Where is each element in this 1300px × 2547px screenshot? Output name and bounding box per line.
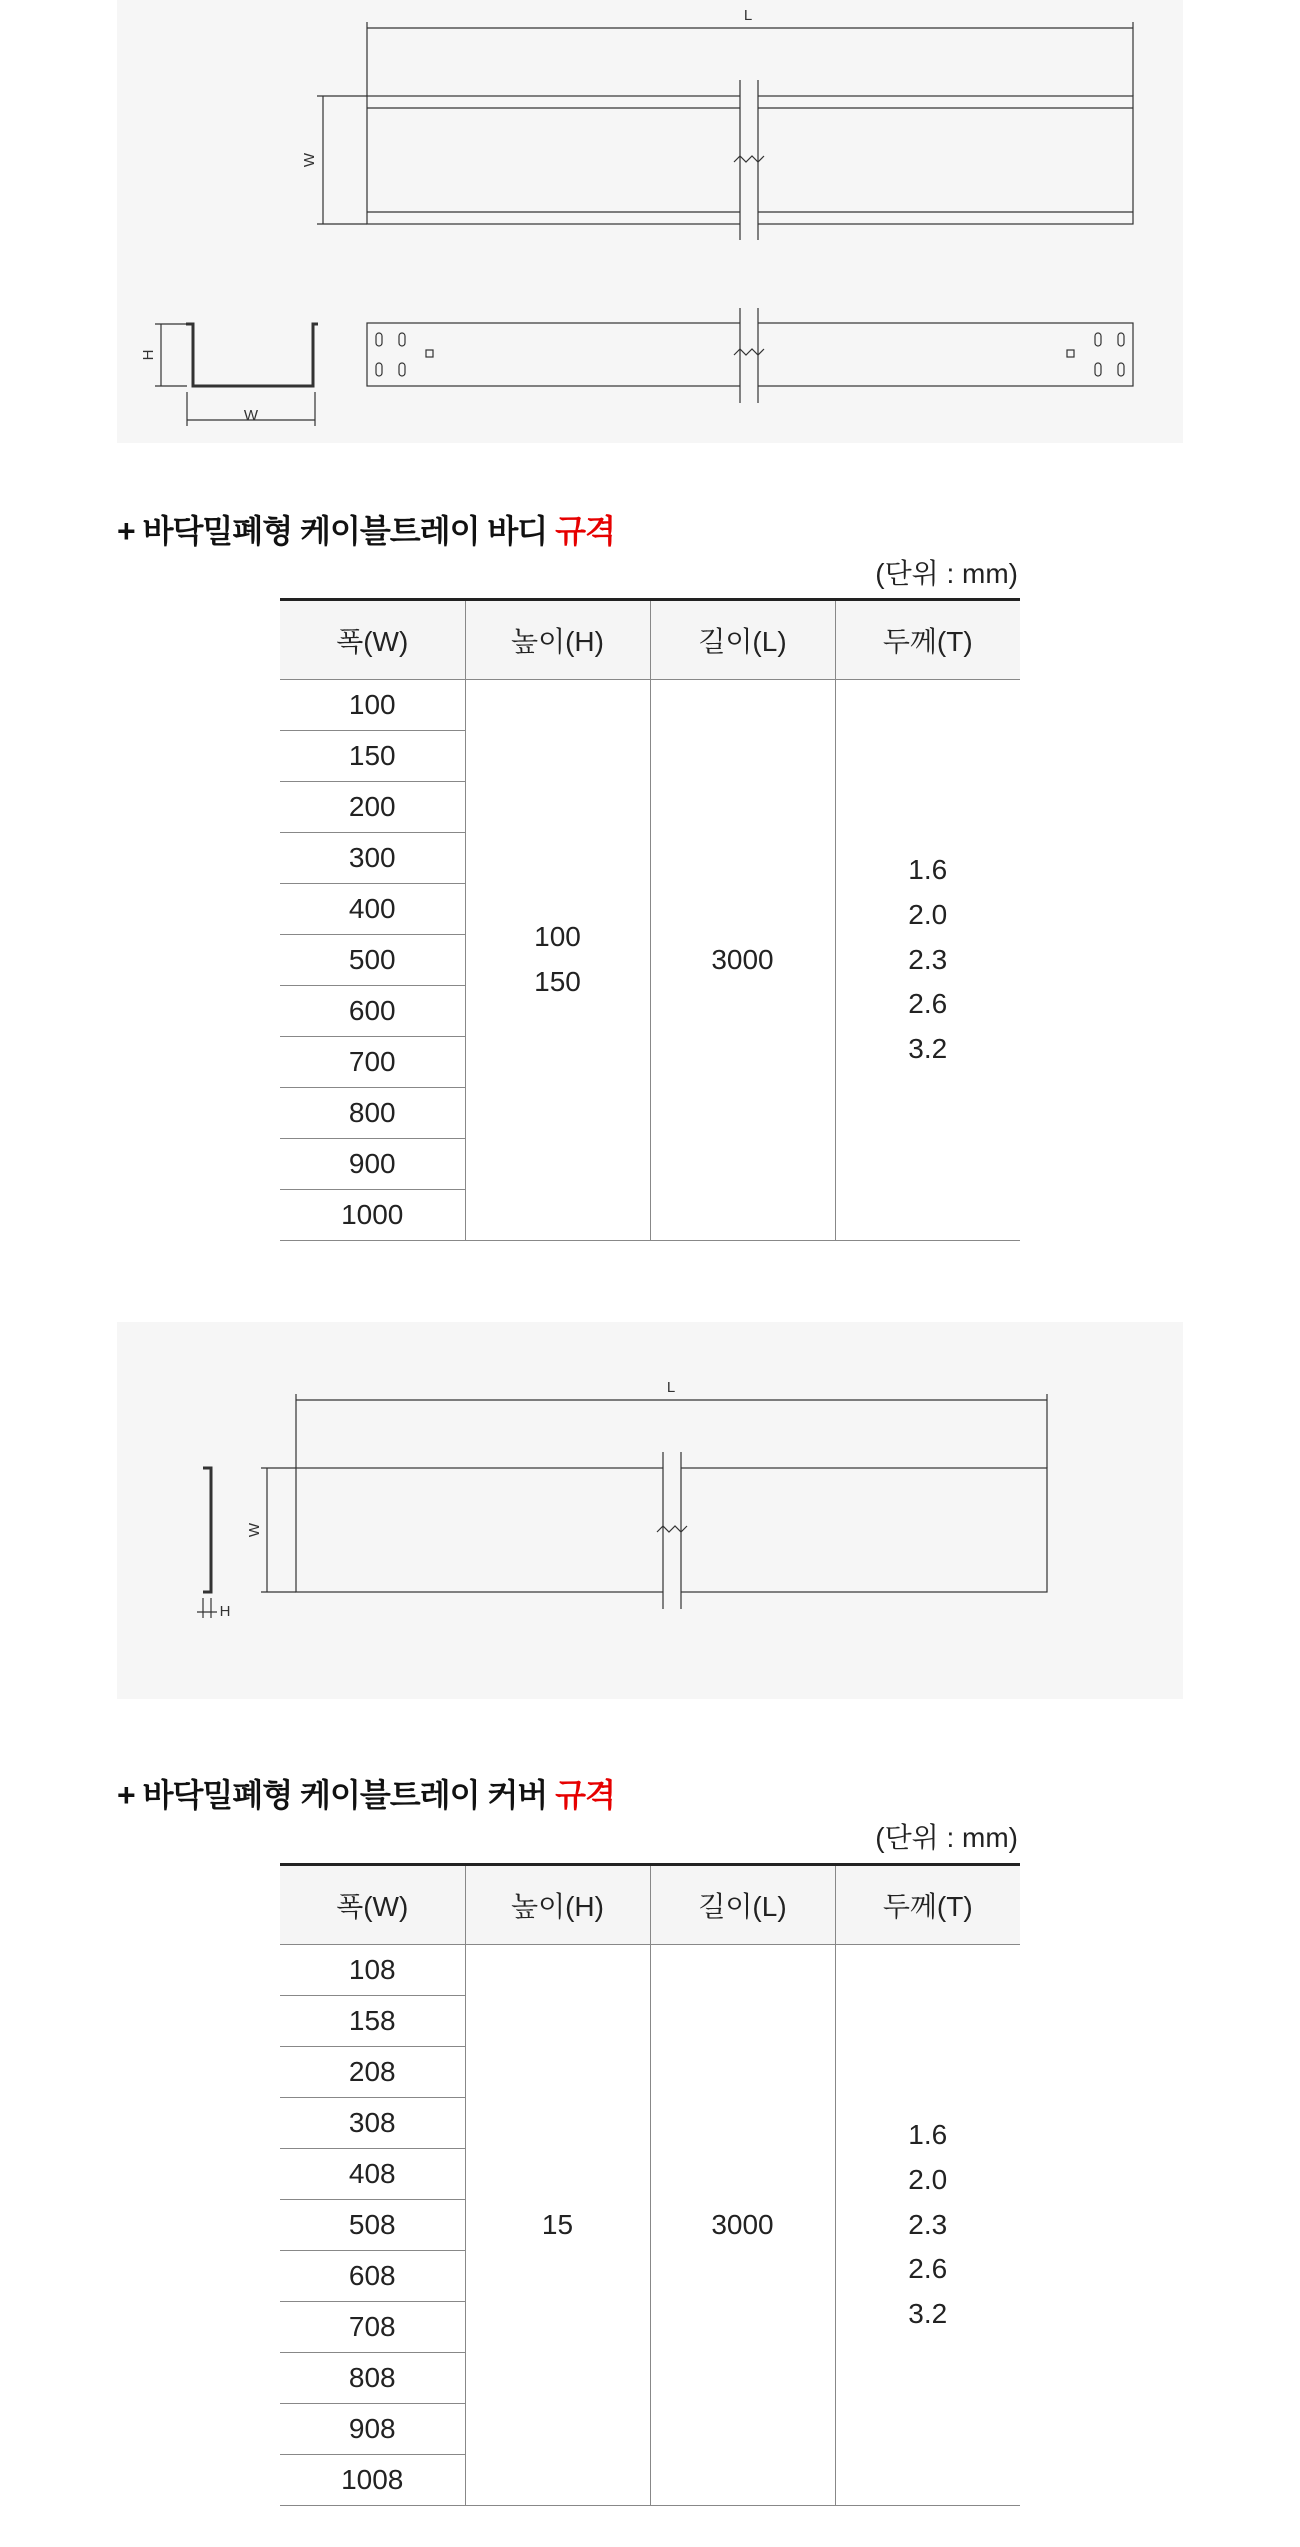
cover-label-width: W — [246, 1522, 263, 1538]
width-cell: 500 — [280, 935, 465, 986]
width-cell: 300 — [280, 833, 465, 884]
thickness-cell: 1.6 2.0 2.3 2.6 3.2 — [835, 680, 1020, 1241]
cover-spec-header-row — [280, 1865, 1020, 1945]
header-width: 폭(W) — [280, 600, 465, 680]
header-height: 높이(H) — [465, 1865, 650, 1945]
header-height: 높이(H) — [465, 600, 650, 680]
body-spec-title-accent: 규격 — [555, 513, 615, 549]
header-thickness: 두께(T) — [835, 600, 1020, 680]
width-cell: 150 — [280, 731, 465, 782]
width-cell: 308 — [280, 2098, 465, 2149]
table-row — [280, 1945, 1020, 1996]
body-spec-header-row — [280, 600, 1020, 680]
header-length: 길이(L) — [650, 1865, 835, 1945]
width-cell: 400 — [280, 884, 465, 935]
width-cell: 1008 — [280, 2455, 465, 2506]
width-cell: 708 — [280, 2302, 465, 2353]
cover-drawing — [117, 1322, 1183, 1699]
length-cell: 3000 — [650, 680, 835, 1241]
cover-unit-note: (단위 : mm) — [875, 1822, 1018, 1853]
length-cell: 3000 — [650, 1945, 835, 2506]
width-cell: 808 — [280, 2353, 465, 2404]
cross-section-u-channel — [186, 324, 318, 386]
cover-label-length: L — [666, 1379, 676, 1396]
header-width: 폭(W) — [280, 1865, 465, 1945]
width-cell: 100 — [280, 680, 465, 731]
height-cell: 15 — [465, 1945, 650, 2506]
cover-spec-table — [280, 1863, 1020, 2506]
cover-spec-title-accent: 규격 — [555, 1777, 615, 1813]
table-row — [280, 680, 1020, 731]
width-cell: 208 — [280, 2047, 465, 2098]
width-cell: 158 — [280, 1996, 465, 2047]
cover-label-height: H — [219, 1603, 231, 1620]
width-cell: 600 — [280, 986, 465, 1037]
width-cell: 108 — [280, 1945, 465, 1996]
label-width-top: W — [301, 152, 318, 168]
cover-cross-section — [203, 1468, 211, 1592]
body-drawing-svg — [117, 0, 1183, 443]
header-length: 길이(L) — [650, 600, 835, 680]
body-unit-note: (단위 : mm) — [875, 558, 1018, 589]
width-cell: 508 — [280, 2200, 465, 2251]
thickness-cell: 1.6 2.0 2.3 2.6 3.2 — [835, 1945, 1020, 2506]
cover-spec-title — [117, 1770, 615, 1816]
label-length: L — [743, 7, 753, 24]
label-width-bottom: W — [243, 407, 259, 424]
label-height: H — [140, 349, 157, 361]
body-drawing — [117, 0, 1183, 443]
width-cell: 908 — [280, 2404, 465, 2455]
cover-spec-title-text: + 바닥밀폐형 케이블트레이 커버 — [117, 1777, 556, 1813]
height-cell: 100 150 — [465, 680, 650, 1241]
width-cell: 408 — [280, 2149, 465, 2200]
cover-drawing-svg — [117, 1322, 1183, 1699]
width-cell: 1000 — [280, 1190, 465, 1241]
width-cell: 608 — [280, 2251, 465, 2302]
width-cell: 900 — [280, 1139, 465, 1190]
body-spec-table — [280, 598, 1020, 1241]
body-spec-title — [117, 506, 615, 552]
width-cell: 200 — [280, 782, 465, 833]
width-cell: 800 — [280, 1088, 465, 1139]
body-spec-title-text: + 바닥밀폐형 케이블트레이 바디 — [117, 513, 556, 549]
header-thickness: 두께(T) — [835, 1865, 1020, 1945]
width-cell: 700 — [280, 1037, 465, 1088]
